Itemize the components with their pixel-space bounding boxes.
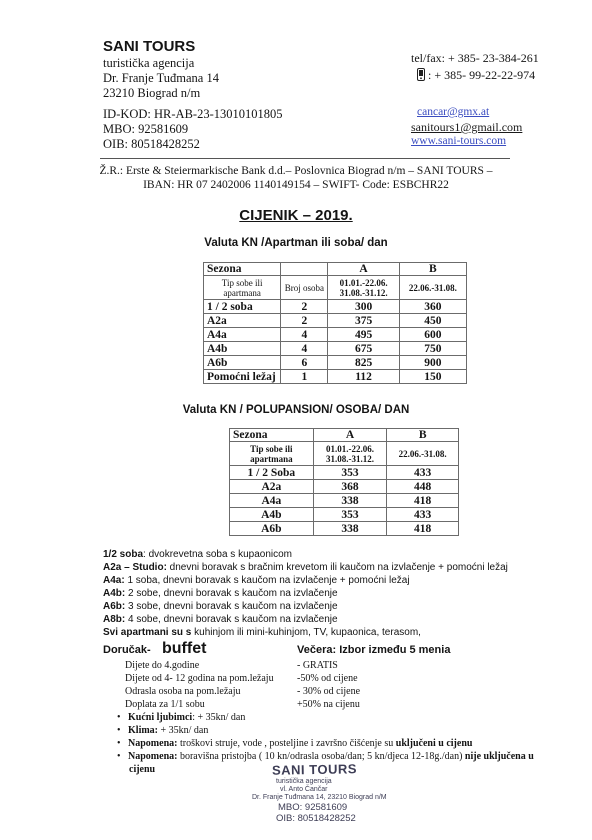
street-address: Dr. Franje Tuđmana 14 (103, 71, 219, 85)
stamp-mbo: MBO: 92581609 (278, 802, 348, 813)
header-divider (100, 158, 510, 159)
row-price-a: 675 (328, 342, 399, 356)
row-type: A6b (230, 522, 314, 536)
bank-line-1: Ž.R.: Erste & Steiermarkische Bank d.d.– Poslovnica Biograd n/m – SANI TOURS – (99, 165, 493, 177)
row-price-b: 448 (387, 480, 459, 494)
table-row (204, 314, 467, 328)
col-b-header: B (399, 263, 466, 276)
row-price-a: 495 (328, 328, 399, 342)
table-row (204, 370, 467, 384)
period-b: 22.06.-31.08. (387, 442, 459, 466)
row-persons: 1 (281, 370, 328, 384)
row-price-a: 300 (328, 300, 399, 314)
row-price-b: 900 (399, 356, 466, 370)
breakfast-item: Dijete od 4- 12 godina na pom.ležaju (125, 673, 274, 684)
period-a: 01.01.-22.06. 31.08.-31.12. (313, 442, 387, 466)
company-stamp (250, 760, 387, 830)
halfboard-price-table (229, 428, 459, 536)
col-a-header: A (328, 263, 399, 276)
legend-item: A6b: 3 sobe, dnevni boravak s kaučom na izvlačenje (103, 601, 338, 612)
legend-item: A4b: 2 sobe, dnevni boravak s kaučom na izvlačenje (103, 588, 338, 599)
row-type: A4b (204, 342, 281, 356)
breakfast-label: Doručak- (103, 644, 151, 656)
season-header: Sezona (230, 429, 314, 442)
col-a-header: A (313, 429, 387, 442)
row-price-b: 150 (399, 370, 466, 384)
row-price-a: 375 (328, 314, 399, 328)
dinner-item: - GRATIS (297, 660, 338, 671)
row-price-a: 112 (328, 370, 399, 384)
legend-item: 1/2 soba: dvokrevetna soba s kupaonicom (103, 549, 293, 560)
agency-label: turistička agencija (103, 56, 195, 70)
legend-item: A8b: 4 sobe, dnevni boravak s kaučom na izvlačenje (103, 614, 338, 625)
row-type: A2a (230, 480, 314, 494)
mobile-phone-icon (416, 68, 426, 81)
period-b: 22.06.-31.08. (399, 276, 466, 300)
dinner-item: -50% od cijene (297, 673, 358, 684)
city-address: 23210 Biograd n/m (103, 86, 201, 100)
extra-item: • Napomena: troškovi struje, vode , posteljine i završno čišćenje su uključeni u cijenu (117, 738, 473, 749)
row-persons: 4 (281, 342, 328, 356)
type-header: Tip sobe ili apartmana (204, 276, 281, 300)
row-price-b: 750 (399, 342, 466, 356)
row-price-a: 353 (313, 508, 387, 522)
id-kod: ID-KOD: HR-AB-23-13010101805 (103, 107, 283, 121)
apartment-price-table (203, 262, 467, 384)
legend-item: Svi apartmani su s kuhinjom ili mini-kuhinjom, TV, kupaonica, terasom, (103, 627, 421, 638)
extra-item: • Klima: + 35kn/ dan (117, 725, 209, 736)
table-row (230, 466, 459, 480)
row-price-a: 338 (313, 494, 387, 508)
row-persons: 4 (281, 328, 328, 342)
website-link[interactable]: www.sani-tours.com (411, 135, 507, 147)
row-type: 1 / 2 Soba (230, 466, 314, 480)
extra-item: • Napomena: boravišna pristojba ( 10 kn/odrasla osoba/dan; 5 kn/djeca 12-18g./dan) nije uključena u (117, 751, 534, 762)
legend-item: A4a: 1 soba, dnevni boravak s kaučom na izvlačenje + pomoćni ležaj (103, 575, 410, 586)
season-header: Sezona (204, 263, 281, 276)
breakfast-item: Dijete do 4.godine (125, 660, 200, 671)
table-row (230, 480, 459, 494)
stamp-line: vl. Anto Čančar (280, 786, 328, 793)
dinner-item: +50% na cijenu (297, 699, 360, 710)
row-type: A2a (204, 314, 281, 328)
price-list-title: CIJENIK – 2019. (239, 207, 353, 224)
row-persons: 2 (281, 300, 328, 314)
row-price-a: 825 (328, 356, 399, 370)
table1-caption: Valuta KN /Apartman ili soba/ dan (204, 237, 388, 249)
extra-item: • Kućni ljubimci: + 35kn/ dan (117, 712, 246, 723)
col-b-header: B (387, 429, 459, 442)
period-a: 01.01.-22.06. 31.08.-31.12. (328, 276, 399, 300)
dinner-label: Večera: Izbor između 5 menia (297, 644, 451, 656)
breakfast-item: Odrasla osoba na pom.ležaju (125, 686, 241, 697)
stamp-line: Dr. Franje Tuđmana 14, 23210 Biograd n/M (252, 794, 387, 801)
row-persons: 6 (281, 356, 328, 370)
bank-line-2: IBAN: HR 07 2402006 1140149154 – SWIFT- Code: ESBCHR22 (143, 179, 449, 191)
persons-header: Broj osoba (281, 276, 328, 300)
table-row (230, 508, 459, 522)
mobile-number: : + 385- 99-22-22-974 (428, 68, 536, 82)
table-row (204, 328, 467, 342)
table2-caption: Valuta KN / POLUPANSION/ OSOBA/ DAN (182, 404, 410, 416)
tel-fax: tel/fax: + 385- 23-384-261 (411, 51, 539, 65)
type-header: Tip sobe ili apartmana (230, 442, 314, 466)
row-price-b: 418 (387, 522, 459, 536)
row-type: Pomoćni ležaj (204, 370, 281, 384)
email-link-2[interactable]: sanitours1@gmail.com (411, 120, 523, 134)
row-price-b: 418 (387, 494, 459, 508)
extra-wrap: cijenu (129, 764, 156, 775)
row-type: A4b (230, 508, 314, 522)
row-type: A6b (204, 356, 281, 370)
oib-number: OIB: 80518428252 (103, 137, 200, 151)
row-price-b: 600 (399, 328, 466, 342)
table-row (230, 522, 459, 536)
row-price-b: 433 (387, 508, 459, 522)
stamp-oib: OIB: 80518428252 (276, 813, 356, 824)
stamp-line: turistička agencija (276, 778, 332, 785)
mbo-number: MBO: 92581609 (103, 122, 189, 136)
table-row (204, 342, 467, 356)
table-row (204, 356, 467, 370)
row-type: A4a (230, 494, 314, 508)
company-name: SANI TOURS (103, 38, 196, 55)
row-price-a: 338 (313, 522, 387, 536)
stamp-name: SANI TOURS (271, 761, 358, 778)
table-row (204, 300, 467, 314)
dinner-item: - 30% od cijene (297, 686, 361, 697)
row-price-b: 433 (387, 466, 459, 480)
row-persons: 2 (281, 314, 328, 328)
row-price-a: 353 (313, 466, 387, 480)
row-price-a: 368 (313, 480, 387, 494)
row-price-b: 360 (399, 300, 466, 314)
email-link-1[interactable]: cancar@gmx.at (417, 106, 490, 118)
row-price-b: 450 (399, 314, 466, 328)
row-type: 1 / 2 soba (204, 300, 281, 314)
breakfast-value: buffet (162, 640, 207, 657)
breakfast-item: Doplata za 1/1 sobu (125, 699, 205, 710)
row-type: A4a (204, 328, 281, 342)
table-row (230, 494, 459, 508)
legend-item: A2a – Studio: dnevni boravak s bračnim krevetom ili kaučom na izvlačenje + pomoćni ležaj (103, 562, 508, 573)
